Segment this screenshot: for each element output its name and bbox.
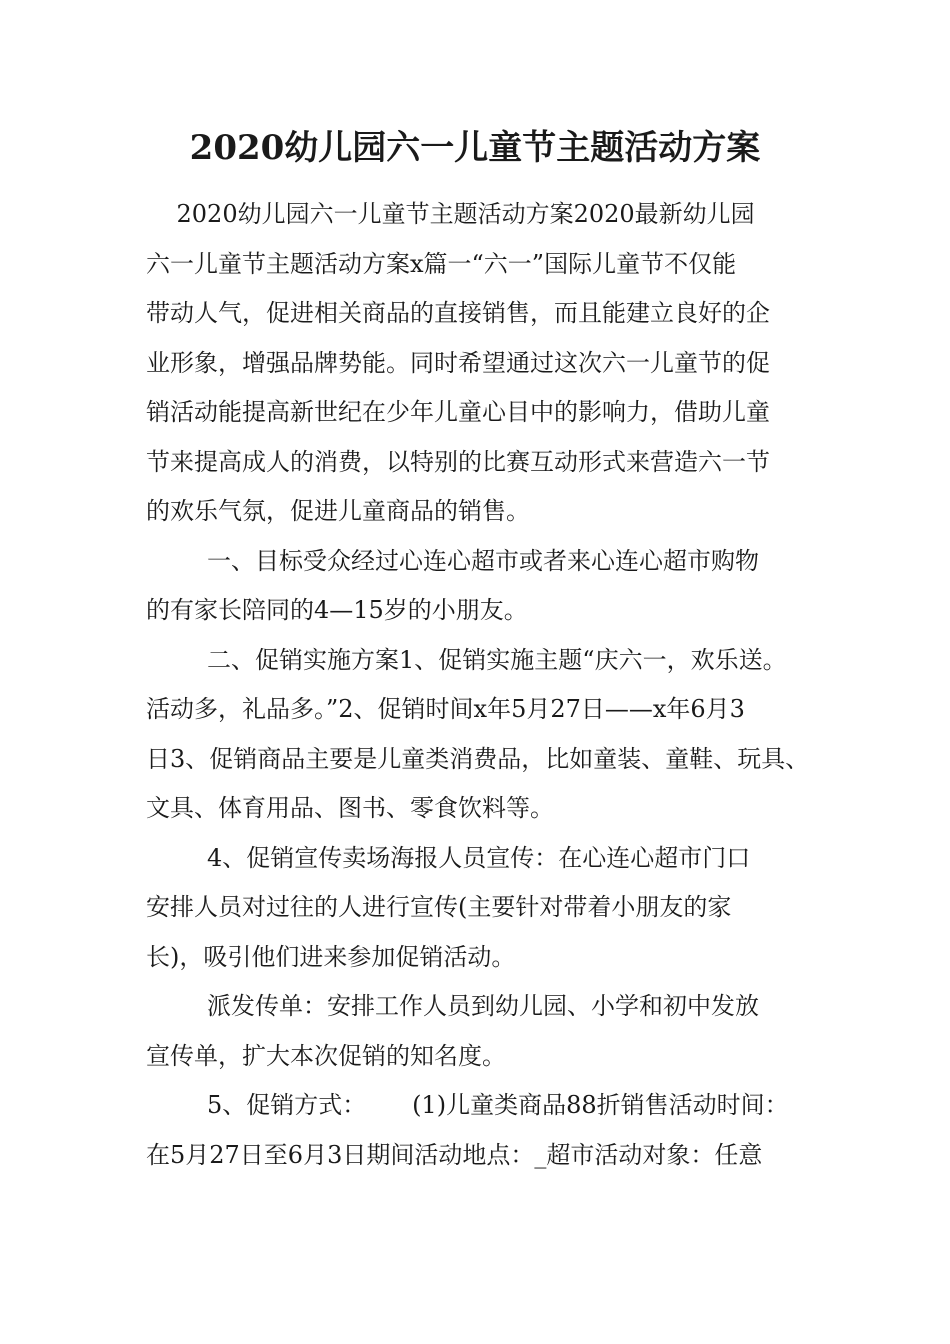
document-body [146,190,810,1180]
body-line: 活动多，礼品多。”2、促销时间x年5月27日——x年6月3 [146,695,745,723]
body-line: 一、目标受众经过心连心超市或者来心连心超市购物 [146,546,760,575]
body-line: 4、促销宣传卖场海报人员宣传：在心连心超市门口 [146,843,751,872]
body-line: 文具、体育用品、图书、零食饮料等。 [146,794,554,822]
body-line: 的欢乐气氛，促进儿童商品的销售。 [146,497,530,525]
body-line: 业形象，增强品牌势能。同时希望通过这次六一儿童节的促 [146,348,770,377]
body-line: 带动人气，促进相关商品的直接销售，而且能建立良好的企 [146,299,770,327]
body-line: 长)，吸引他们进来参加促销活动。 [146,942,516,971]
body-line: 5、促销方式： (1)儿童类商品88折销售活动时间： [146,1091,789,1119]
body-line: 销活动能提高新世纪在少年儿童心目中的影响力，借助儿童 [146,398,770,426]
body-line: 2020幼儿园六一儿童节主题活动方案2020最新幼儿园 [146,200,755,228]
body-line: 六一儿童节主题活动方案x篇一“六一”国际儿童节不仅能 [146,249,737,278]
body-line: 节来提高成人的消费，以特别的比赛互动形式来营造六一节 [146,447,770,476]
body-line: 宣传单，扩大本次促销的知名度。 [146,1041,506,1070]
body-line: 安排人员对过往的人进行宣传(主要针对带着小朋友的家 [146,893,732,921]
body-line: 在5月27日至6月3日期间活动地点：_超市活动对象：任意 [146,1140,763,1169]
document-title: 2020幼儿园六一儿童节主题活动方案 [189,128,761,168]
body-line: 二、促销实施方案1、促销实施主题“庆六一，欢乐送。 [146,645,787,674]
body-line: 日3、促销商品主要是儿童类消费品，比如童装、童鞋、玩具、 [146,744,810,773]
body-line: 派发传单：安排工作人员到幼儿园、小学和初中发放 [146,992,760,1020]
body-line: 的有家长陪同的4—15岁的小朋友。 [146,596,528,624]
